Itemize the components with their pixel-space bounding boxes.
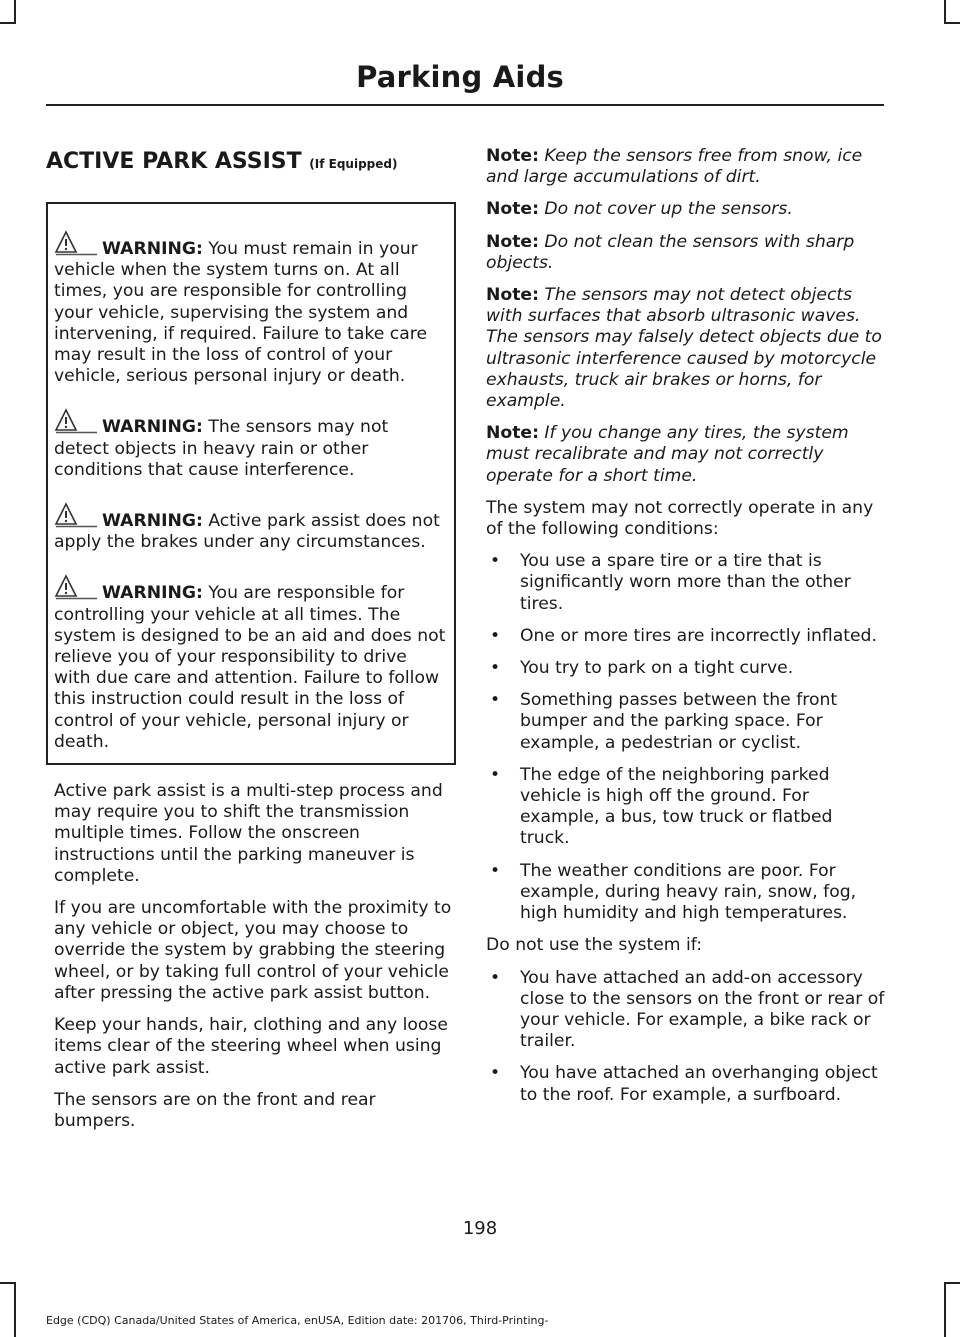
crop-mark	[944, 0, 946, 22]
crop-mark	[0, 1282, 16, 1284]
warning-item	[54, 408, 448, 481]
list-item: • The weather conditions are poor. For example, during heavy rain, snow, fog, high humidity and high temperatures.	[486, 861, 886, 925]
warning-triangle-icon	[54, 230, 98, 256]
crop-mark	[14, 1282, 16, 1337]
note-item	[486, 146, 886, 188]
body-paragraph: Keep your hands, hair, clothing and any loose items clear of the steering wheel when using active park assist.	[54, 1015, 448, 1078]
left-column	[46, 148, 454, 1143]
list-item: • Something passes between the front bumper and the parking space. For example, a pedestrian or cyclist.	[486, 690, 886, 754]
warning-label: WARNING:	[102, 239, 203, 259]
note-item	[486, 199, 886, 220]
note-label: Note:	[486, 199, 539, 220]
note-label: Note:	[486, 285, 539, 306]
list-item: • You use a spare tire or a tire that is significantly worn more than the other tires.	[486, 551, 886, 615]
do-not-list	[486, 968, 886, 1106]
section-title-text: ACTIVE PARK ASSIST	[46, 149, 302, 174]
note-text: Do not clean the sensors with sharp objects.	[486, 231, 855, 273]
warning-label: WARNING:	[102, 583, 203, 604]
list-item: • The edge of the neighboring parked vehicle is high off the ground. For example, a bus, tow truck or flatbed truck.	[486, 765, 886, 850]
body-paragraph: The sensors are on the front and rear bumpers.	[54, 1089, 376, 1131]
conditions-intro: The system may not correctly operate in any of the following conditions:	[486, 497, 874, 540]
crop-mark	[944, 22, 960, 24]
warning-triangle-icon	[54, 408, 98, 434]
crop-mark	[944, 1282, 946, 1337]
crop-mark	[14, 0, 16, 22]
warning-box	[46, 202, 456, 765]
warning-item	[54, 230, 448, 387]
list-item: • You have attached an add-on accessory close to the sensors on the front or rear of your vehicle. For example, a bike rack or trailer.	[486, 968, 886, 1053]
do-not-intro: Do not use the system if:	[486, 935, 702, 956]
header-divider	[46, 104, 884, 106]
page-number: 198	[462, 1218, 498, 1239]
note-text: If you change any tires, the system must recalibrate and may not correctly operate for a short time.	[486, 423, 849, 486]
page-header-title: Parking Aids	[356, 60, 564, 94]
note-text: Do not cover up the sensors.	[538, 199, 793, 220]
warning-text: Active park assist does not apply the brakes under any circumstances.	[54, 511, 440, 553]
note-item	[486, 232, 886, 274]
section-qualifier: (If Equipped)	[309, 157, 398, 171]
crop-mark	[0, 22, 16, 24]
conditions-list	[486, 551, 886, 924]
body-paragraph: Active park assist is a multi-step process and may require you to shift the transmission multiple times. Follow the onscreen instructions until the parking maneuver is complete.	[54, 781, 443, 886]
section-title	[46, 148, 454, 178]
note-label: Note:	[486, 231, 539, 252]
warning-text: You are responsible for controlling your vehicle at all times. The system is designed to be an aid and does not relieve you of your responsibility to drive with due care and attention. Failure to follow this instruction could result in the loss of control of your vehicle, personal injury or death.	[54, 583, 446, 752]
note-item	[486, 285, 886, 412]
note-text: The sensors may not detect objects with surfaces that absorb ultrasonic waves. The sensors may falsely detect objects due to ultrasonic interference caused by motorcycle exhausts, truck air brakes or horns, for example.	[486, 285, 882, 412]
note-item	[486, 423, 886, 487]
warning-label: WARNING:	[102, 417, 203, 438]
note-text: Keep the sensors free from snow, ice and large accumulations of dirt.	[486, 146, 863, 188]
right-column	[486, 146, 886, 1117]
note-label: Note:	[486, 423, 539, 444]
list-item: • You have attached an overhanging object to the roof. For example, a surfboard.	[486, 1063, 886, 1105]
body-paragraph: If you are uncomfortable with the proximity to any vehicle or object, you may choose to override the system by grabbing the steering wheel, or by taking full control of your vehicle after pressing the active park assist button.	[54, 898, 452, 1003]
list-item: • You try to park on a tight curve.	[486, 658, 886, 679]
note-label: Note:	[486, 146, 539, 166]
list-item: • One or more tires are incorrectly inflated.	[486, 626, 886, 647]
warning-text: You must remain in your vehicle when the system turns on. At all times, you are responsible for controlling your vehicle, supervising the system and intervening, if required. Failure to take care may result in the loss of control of your vehicle, serious personal injury or death.	[54, 239, 428, 387]
warning-item	[54, 574, 448, 753]
notes-list	[486, 146, 886, 487]
warning-triangle-icon	[54, 502, 98, 528]
warning-triangle-icon	[54, 574, 98, 600]
warning-label: WARNING:	[102, 511, 203, 532]
warning-item	[54, 502, 448, 553]
warning-text: The sensors may not detect objects in heavy rain or other conditions that cause interference.	[54, 417, 389, 480]
footer-text: Edge (CDQ) Canada/United States of America, enUSA, Edition date: 201706, Third-Printing-	[46, 1314, 549, 1327]
crop-mark	[944, 1282, 960, 1284]
